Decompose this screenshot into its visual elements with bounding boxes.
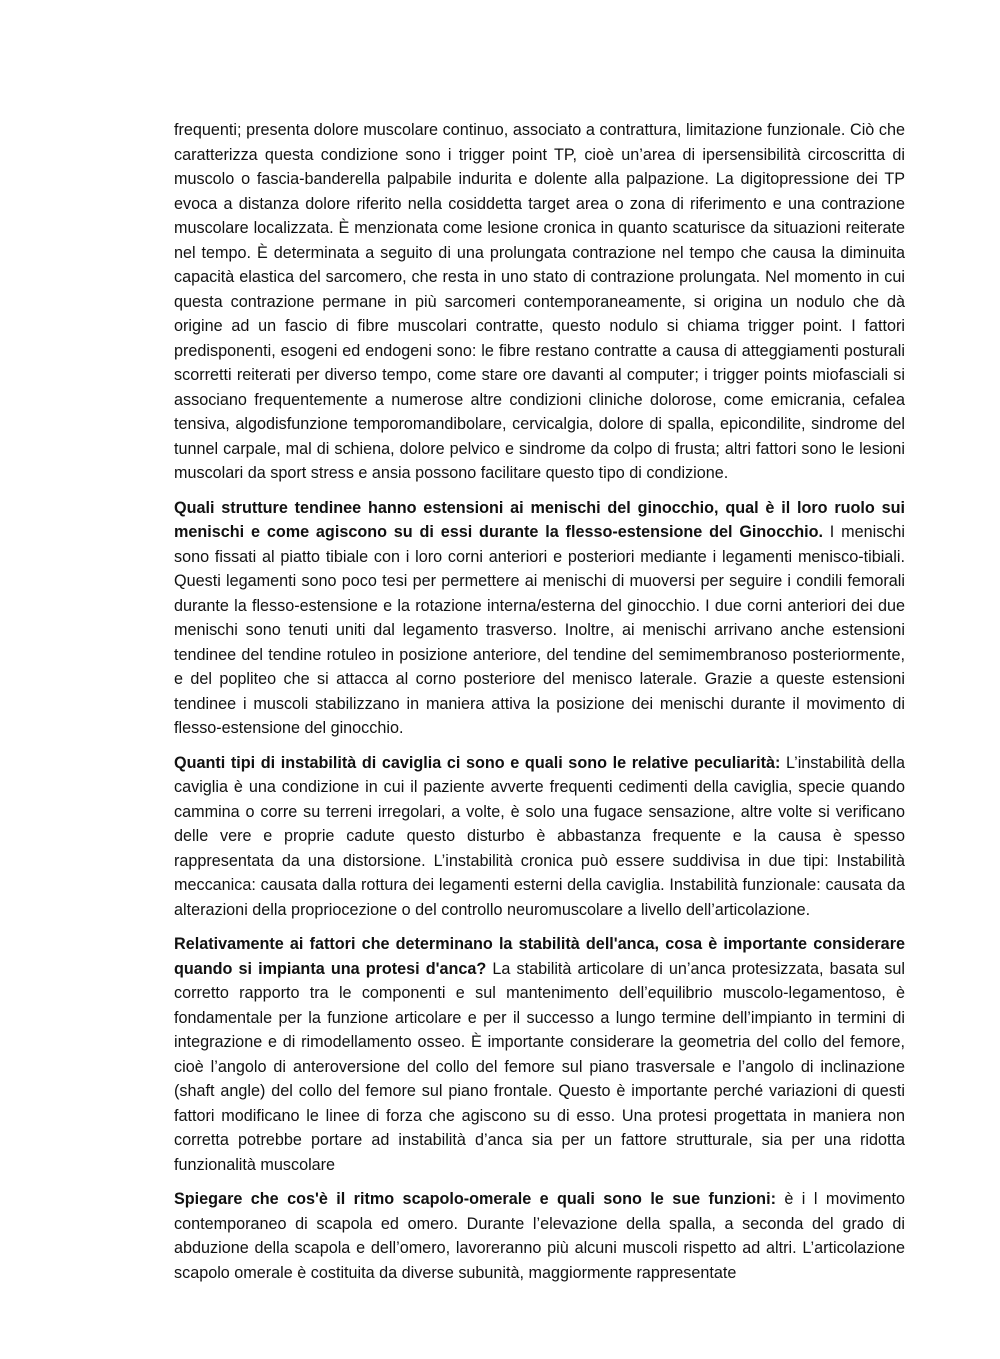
paragraph-question: Spiegare che cos'è il ritmo scapolo-omerale e quali sono le sue funzioni: bbox=[174, 1190, 776, 1208]
paragraph-text: è i l movimento contemporaneo di scapola ed omero. Durante l’elevazione della spalla, a seconda del grado di abduzione della scapola e dell’omero, lavoreranno più alcuni muscoli rispetto ad altri. L’articolazione scapolo omerale è costituita da diverse subunità, maggiormente rappresentate bbox=[174, 1190, 905, 1282]
paragraph-text: La stabilità articolare di un’anca protesizzata, basata sul corretto rapporto tra le componenti e sul mantenimento dell’equilibrio muscolo-legamentoso, è fondamentale per la funzione articolare e per il successo a lungo termine dell’impianto in termini di integrazione e di rimodellamento osseo. È importante considerare la geometria del collo del femore, cioè l’angolo di anteroversione del collo del femore sul piano trasversale e l’angolo di inclinazione (shaft angle) del collo del femore sul piano frontale. Questo è importante perché variazioni di questi fattori modificano le linee di forza che agiscono su di esso. Una protesi progettata in maniera non corretta potrebbe portare ad instabilità d’anca sia per un fattore strutturale, sia per una ridotta funzionalità muscolare bbox=[174, 959, 905, 1174]
paragraph-instabilita-caviglia bbox=[174, 751, 905, 923]
paragraph-protesi-anca bbox=[174, 932, 905, 1177]
paragraph-text: frequenti; presenta dolore muscolare continuo, associato a contrattura, limitazione funzionale. Ciò che caratterizza questa condizione sono i trigger point TP, cioè un’area di ipersensibilità circoscritta di muscolo o fascia-banderella palpabile indurita e dolente alla palpazione. La digitopressione dei TP evoca a distanza dolore riferito nella cosiddetta target area o zona di riferimento e una contrazione muscolare localizzata. È menzionata come lesione cronica in quanto scaturisce da situazioni reiterate nel tempo. È determinata a seguito di una prolungata contrazione nel tempo che causa la diminuita capacità elastica del sarcomero, che resta in uno stato di contrazione prolungata. Nel momento in cui questa contrazione permane in più sarcomeri contemporaneamente, si origina un nodulo che dà origine ad un fascio di fibre muscolari contratte, questo nodulo si chiama trigger point. I fattori predisponenti, esogeni ed endogeni sono: le fibre restano contratte a causa di atteggiamenti posturali scorretti reiterati per diverso tempo, come stare ore davanti al computer; i trigger points miofasciali si associano frequentemente a numerose altre condizioni cliniche dolorose, come emicrania, cefalea tensiva, algodisfunzione temporomandibolare, cervicalgia, dolore di spalla, epicondilite, sindrome del tunnel carpale, mal di schiena, dolore pelvico e sindrome da colpo di frusta; altri fattori sono le lesioni muscolari da sport stress e ansia possono facilitare questo tipo di condizione. bbox=[174, 121, 905, 482]
paragraph-question: Relativamente ai fattori che determinano la stabilità dell'anca, cosa è importante considerare quando si impianta una protesi d'anca? bbox=[174, 935, 905, 978]
paragraph-menischi bbox=[174, 496, 905, 741]
paragraph-question: Quanti tipi di instabilità di caviglia ci sono e quali sono le relative peculiarità: bbox=[174, 753, 781, 772]
document-page bbox=[174, 118, 905, 1295]
paragraph-text: I menischi sono fissati al piatto tibiale con i loro corni anteriori e posteriori mediante i legamenti menisco-tibiali. Questi legamenti sono poco tesi per permettere ai menischi di muoversi per seguire i condili femorali durante la flesso-estensione e la rotazione interna/esterna del ginocchio. I due corni anteriori dei due menischi sono tenuti uniti dal legamento trasverso. Inoltre, ai menischi arrivano anche estensioni tendinee del tendine rotuleo in posizione anteriore, del tendine del semimembranoso posteriormente, e del popliteo che si attacca al corno posteriore del menisco laterale. Grazie a queste estensioni tendinee i muscoli stabilizzano in maniera attiva la posizione dei menischi durante il movimento di flesso-estensione del ginocchio. bbox=[174, 523, 905, 737]
paragraph-question: Quali strutture tendinee hanno estensioni ai menischi del ginocchio, qual è il loro ruolo sui menischi e come agiscono su di essi durante la flesso-estensione del Ginocchio. bbox=[174, 498, 905, 541]
paragraph-ritmo-scapolo-omerale bbox=[174, 1187, 905, 1285]
paragraph-text: L’instabilità della caviglia è una condizione in cui il paziente avverte frequenti cedimenti della caviglia, specie quando cammina o corre su terreni irregolari, a volte, è solo una fugace sensazione, altre volte si verificano delle vere e proprie cadute questo disturbo è abbastanza frequente e la causa è spesso rappresentata da una distorsione. L’instabilità cronica può essere suddivisa in due tipi: Instabilità meccanica: causata dalla rottura dei legamenti esterni della caviglia. Instabilità funzionale: causata da alterazioni della propriocezione o del controllo neuromuscolare a livello dell’articolazione. bbox=[174, 753, 905, 919]
paragraph-trigger-points bbox=[174, 118, 905, 486]
